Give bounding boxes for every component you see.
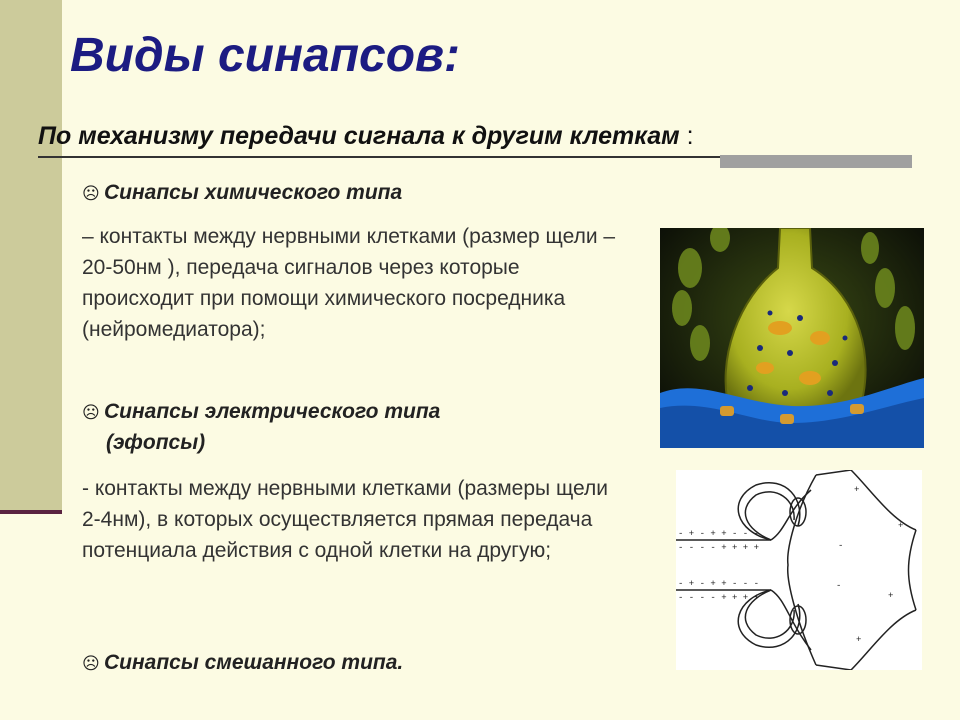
item-description: - контакты между нервными клетками (размеры щели 2-4нм), в которых осуществляется прямая передача потенциала действия с одной клетки на другую; xyxy=(82,477,608,562)
charge-plus: + xyxy=(888,591,894,601)
subtitle-gray-bar xyxy=(720,155,912,168)
charge-plus: + xyxy=(854,485,860,495)
heading-text: Синапсы электрического типа xyxy=(104,400,441,423)
subtitle-colon: : xyxy=(686,122,694,150)
electrical-synapse-diagram xyxy=(676,470,922,670)
sad-face-icon: ☹ xyxy=(82,654,100,673)
sad-face-icon: ☹ xyxy=(82,184,100,203)
subtitle-text: По механизму передачи сигнала к другим клеткам xyxy=(38,122,680,150)
sad-face-icon: ☹ xyxy=(82,403,100,422)
item-description: – контакты между нервными клетками (размер щели – 20-50нм ), передача сигналов через которые происходит при помощи химического посредника (нейромедиатора); xyxy=(82,225,616,341)
subtitle-underline xyxy=(38,156,720,158)
charge-plus: + xyxy=(898,521,904,531)
heading-text: Синапсы смешанного типа. xyxy=(104,651,404,674)
item-heading-line2: (эфопсы) xyxy=(106,431,206,454)
slide-title: Виды синапсов: xyxy=(70,29,460,82)
slide-subtitle xyxy=(38,122,694,151)
item-heading xyxy=(82,397,622,428)
chemical-synapse-illustration xyxy=(660,228,924,448)
membrane-charges-row-4: - - - - + + + + xyxy=(678,593,760,603)
left-bar-divider xyxy=(0,510,62,514)
charge-plus: + xyxy=(856,635,862,645)
left-decorative-bar xyxy=(0,0,62,512)
membrane-charges-row-3: - + - + + - - - xyxy=(678,579,760,589)
membrane-charges-row-2: - - - - + + + + xyxy=(678,543,760,553)
list-item-chemical xyxy=(82,178,622,345)
charge-minus: - xyxy=(836,581,842,591)
list-item-electrical xyxy=(82,397,622,566)
membrane-charges-row-1: - + - + + - - - xyxy=(678,529,760,539)
list-item-mixed xyxy=(82,648,403,679)
item-heading xyxy=(82,648,403,679)
charge-minus: - xyxy=(838,541,844,551)
heading-text: Синапсы химического типа xyxy=(104,181,403,204)
item-heading xyxy=(82,178,622,209)
